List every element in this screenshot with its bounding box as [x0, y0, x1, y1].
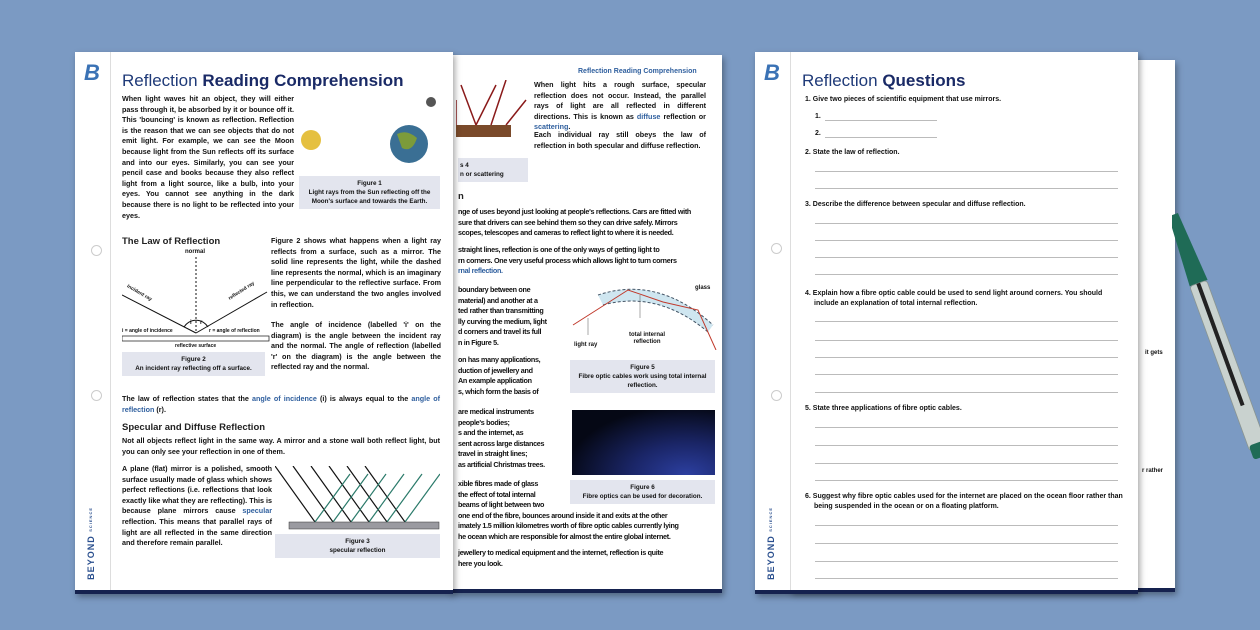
answer-line[interactable]: [815, 188, 1118, 189]
label-light-ray: light ray: [574, 342, 598, 348]
answer-line[interactable]: [815, 445, 1118, 446]
conclusion-paragraph: jewellery to medical equipment and the internet, reflection is quite here you look.: [458, 548, 664, 568]
beyond-brand: BEYOND SCIENCE: [766, 507, 776, 580]
question-3: 3. Describe the difference between specular and diffuse reflection.: [805, 201, 1026, 208]
answer-line[interactable]: [815, 274, 1118, 275]
label-reflective-surface: reflective surface: [175, 343, 217, 349]
answer-2-label: 2.: [815, 130, 821, 137]
margin-line: [790, 52, 791, 590]
page-left: [75, 52, 453, 594]
figure-1-sun-earth: [297, 92, 437, 172]
answer-line[interactable]: [825, 120, 937, 121]
answer-line[interactable]: [815, 561, 1118, 562]
answer-line[interactable]: [815, 525, 1118, 526]
answer-line[interactable]: [815, 427, 1118, 428]
answer-line[interactable]: [815, 321, 1118, 322]
corners-paragraph: straight lines, reflection is one of the only ways of getting light to rn corners. One very useful process which allows light to turn corners rnal reflection.: [458, 245, 677, 276]
punch-hole: [771, 390, 782, 401]
law-paragraph-1: Figure 2 shows what happens when a light ray reflects from a surface, such as a mirror. The solid line represents the light, while the dashed line represents the normal, which is an imaginary line perpendicular to the reflective surface. From this, we can understand the two angles involved in reflection.: [271, 236, 441, 309]
punch-hole: [91, 390, 102, 401]
answer-line[interactable]: [815, 543, 1118, 544]
intro-paragraph: When light waves hit an object, they will either pass through it, be absorbed by it or bounce off it. This 'bouncing' is known as reflection. Reflection is the reason that we can see objects that do not emit light. For example, we can see the Moon because light from the Sun reflects off its surface and into our eyes. Similarly, you can see your pencil case and books because they also reflect light from a light source, like a bulb, into your eyes. You cannot see anything in the dark because there is no light to be reflected into your eyes.: [122, 94, 294, 220]
punch-hole: [91, 245, 102, 256]
page-middle: [450, 55, 722, 593]
question-2: 2. State the law of reflection.: [805, 149, 900, 156]
fibres-paragraph: xible fibres made of glass the effect of total internal beams of light between two one end of the fibre, bounces around inside it and exits at the other imately 1.5 million kilometres worth of fibre optic cables currently lying he ocean which are responsible for almost the entire global internet.: [458, 479, 679, 541]
answer-line[interactable]: [815, 463, 1118, 464]
answer-line[interactable]: [815, 480, 1118, 481]
label-glass: glass: [695, 285, 711, 291]
pen-icon: [1172, 205, 1260, 470]
figure-3-specular-diagram: [275, 466, 440, 536]
beyond-logo: B: [764, 60, 780, 85]
answer-line[interactable]: [815, 578, 1118, 579]
figure-1-caption: Figure 1 Light rays from the Sun reflecting off the Moon's surface and towards the Earth.: [299, 176, 440, 209]
question-4: 4. Explain how a fibre optic cable could be used to send light around corners. You should include an explanation of total internal reflection.: [805, 290, 1103, 307]
back-text-fragment: r rather: [1142, 468, 1164, 474]
answer-line[interactable]: [815, 240, 1118, 241]
answer-line[interactable]: [815, 392, 1118, 393]
law-statement: The law of reflection states that the angle of incidence (i) is always equal to the angle of reflection (r).: [122, 394, 440, 414]
beyond-logo: B: [84, 60, 100, 85]
answer-1-label: 1.: [815, 113, 821, 120]
punch-hole: [771, 243, 782, 254]
question-5: 5. State three applications of fibre optic cables.: [805, 405, 962, 412]
label-normal: normal: [185, 249, 206, 255]
specular-heading: Specular and Diffuse Reflection: [122, 422, 266, 433]
law-paragraph-2: The angle of incidence (labelled 'i' on the diagram) is the angle between the incident ray and the normal. The angle of reflection (labelled 'r' on the diagram) is the angle between the reflected ray and the normal.: [271, 320, 441, 372]
back-text-fragment: it gets: [1145, 350, 1163, 356]
running-header: Reflection Reading Comprehension: [578, 68, 697, 75]
uses-paragraph: nge of uses beyond just looking at people's reflections. Cars are fitted with sure that drivers can see behind them so they can drive safely. Mirrors scopes, telescopes and cameras to reflect light to where it is needed.: [458, 207, 692, 238]
label-total-internal-reflection: total internal reflection: [628, 332, 665, 345]
answer-line[interactable]: [815, 223, 1118, 224]
applications-paragraph: on has many applications, duction of jewellery and An example application s, which form the basis of: [458, 355, 541, 396]
answer-line[interactable]: [815, 374, 1118, 375]
label-incident-ray: incident ray: [125, 283, 153, 303]
tir-paragraph: boundary between one material) and another at a ted rather than transmitting lly curving the medium, light d corners and travel its full n in Figure 5.: [458, 285, 547, 347]
question-1: 1. Give two pieces of scientific equipment that use mirrors.: [805, 96, 1002, 103]
figure-4-diffuse-diagram: [456, 80, 530, 150]
label-i: i: [190, 320, 192, 326]
figure-6-caption: Figure 6 Fibre optics can be used for decoration.: [570, 480, 715, 504]
specular-paragraph-1: Not all objects reflect light in the same way. A mirror and a stone wall both reflect light, but you can only see your reflection in one of them.: [122, 436, 440, 456]
page-title: Reflection Reading Comprehension: [122, 71, 404, 90]
figure-5-caption: Figure 5 Fibre optic cables work using total internal reflection.: [570, 360, 715, 393]
diffuse-paragraph: When light hits a rough surface, specular reflection does not occur. Instead, the parallel rays of light are all reflected in different directions. This is known as diffuse reflection or scattering.: [534, 80, 706, 132]
list-paragraph: are medical instruments people's bodies; s and the internet, as sent across large distances travel in straight lines; as artificial Christmas trees.: [458, 407, 545, 469]
page-right: [755, 52, 1138, 594]
label-reflected-ray: reflected ray: [227, 280, 256, 302]
specular-paragraph-2: A plane (flat) mirror is a polished, smooth surface usually made of glass which shows perfect reflections (i.e. reflections that look exactly like what they are reflecting). This is because plane mirrors cause specular reflection. This means that parallel rays of light are all reflected in the same direction and therefore remain parallel.: [122, 464, 272, 548]
answer-line[interactable]: [815, 257, 1118, 258]
margin-line: [110, 52, 111, 590]
answer-line[interactable]: [815, 357, 1118, 358]
label-angle-incidence: i = angle of incidence: [122, 328, 173, 334]
page-title: Reflection Questions: [802, 71, 966, 90]
figure-6-fibre-photo: [572, 410, 715, 475]
answer-line[interactable]: [815, 171, 1118, 172]
label-angle-reflection: r = angle of reflection: [209, 328, 260, 334]
figure-2-caption: Figure 2 An incident ray reflecting off a surface.: [122, 352, 265, 376]
answer-line[interactable]: [825, 137, 937, 138]
figure-3-caption: Figure 3 specular reflection: [275, 534, 440, 558]
label-r: r: [200, 320, 203, 326]
figure-4-caption: s 4 n or scattering: [458, 158, 528, 182]
law-note-paragraph: Each individual ray still obeys the law of reflection in both specular and diffuse reflection.: [534, 130, 706, 150]
beyond-brand: BEYOND SCIENCE: [86, 507, 96, 580]
section-heading-fragment: n: [458, 191, 464, 202]
question-6: 6. Suggest why fibre optic cables used for the internet are placed on the ocean floor rather than being suspended in the ocean or on a floating platform.: [805, 493, 1123, 510]
law-heading: The Law of Reflection: [122, 236, 221, 247]
answer-line[interactable]: [815, 340, 1118, 341]
